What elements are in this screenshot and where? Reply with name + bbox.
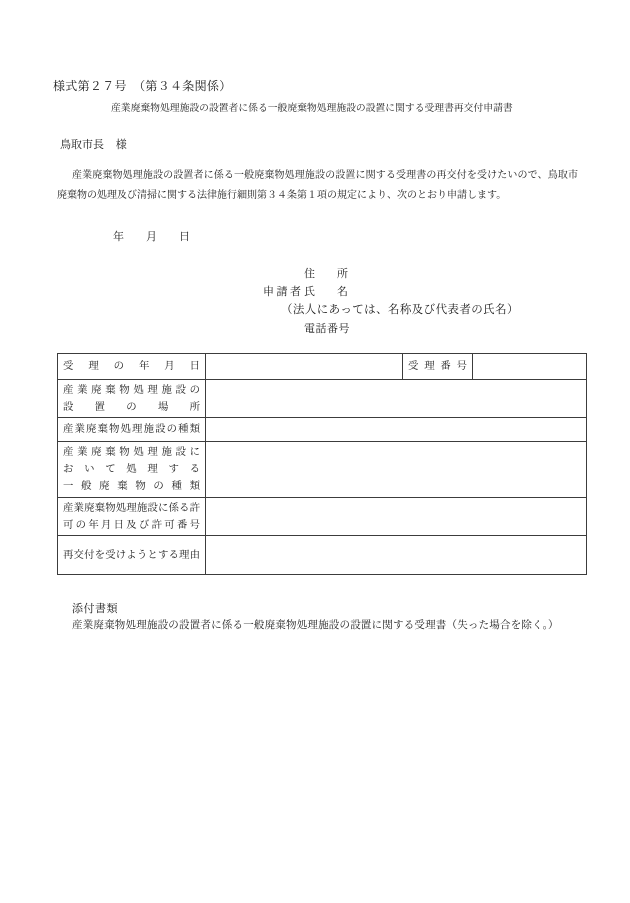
applicant-name-label: 氏 名 xyxy=(304,286,348,298)
general-waste-type-label-line3: 一般廃棄物の種類 xyxy=(63,481,200,492)
table-row-receipt-date xyxy=(58,354,587,380)
table-row-facility-location xyxy=(58,380,587,418)
general-waste-type-label-line1: 産業廃棄物処理施設に xyxy=(63,447,200,458)
reissue-reason-label: 再交付を受けようとする理由 xyxy=(63,549,200,561)
receipt-number-label-cell xyxy=(403,354,473,380)
facility-location-label-cell xyxy=(58,380,206,418)
facility-location-label-line1: 産業廃棄物処理施設の xyxy=(63,384,200,396)
applicant-label: 申請者 xyxy=(263,286,304,298)
application-table xyxy=(57,353,587,575)
receipt-date-label: 受理の年月日 xyxy=(63,361,200,372)
receipt-number-label: 受理番号 xyxy=(408,361,467,372)
permit-info-label-line1: 産業廃棄物処理施設に係る許 xyxy=(63,502,200,514)
facility-type-label-cell xyxy=(58,418,206,442)
table-row-general-waste-type xyxy=(58,442,587,498)
date-line: 年 月 日 xyxy=(113,231,190,243)
permit-info-label-cell xyxy=(58,498,206,536)
receipt-date-value-cell xyxy=(206,354,403,380)
attachments-item: 産業廃棄物処理施設の設置者に係る一般廃棄物処理施設の設置に関する受理書（失った場合を除く。） xyxy=(72,620,559,631)
facility-location-label-line2: 設置の場所 xyxy=(63,401,200,413)
corporation-note: （法人にあっては、名称及び代表者の氏名） xyxy=(281,304,519,316)
phone-number-label: 電話番号 xyxy=(304,323,350,335)
table-row-reissue-reason xyxy=(58,536,587,575)
application-statement: 産業廃棄物処理施設の設置者に係る一般廃棄物処理施設の設置に関する受理書の再交付を受けたいので、鳥取市廃棄物の処理及び清掃に関する法律施行細則第３４条第１項の規定により、次のとおり申請します。 xyxy=(57,170,578,201)
reissue-reason-label-cell xyxy=(58,536,206,575)
permit-info-value-cell xyxy=(206,498,587,536)
addressee-line xyxy=(60,136,127,152)
form-number: 様式第２７号 （第３４条関係） xyxy=(53,79,232,93)
receipt-date-label-cell xyxy=(58,354,206,380)
general-waste-type-label-cell xyxy=(58,442,206,498)
table-row-permit-info xyxy=(58,498,587,536)
facility-type-label: 産業廃棄物処理施設の種類 xyxy=(63,424,200,435)
table-row-facility-type xyxy=(58,418,587,442)
reissue-reason-value-cell xyxy=(206,536,587,575)
facility-location-value-cell xyxy=(206,380,587,418)
applicant-address-label: 住 所 xyxy=(304,268,348,280)
addressee-honorific: 様 xyxy=(115,139,127,151)
general-waste-type-label-line2: おいて処理する xyxy=(63,464,200,475)
attachments-heading: 添付書類 xyxy=(72,603,118,615)
general-waste-type-value-cell xyxy=(206,442,587,498)
addressee-name: 鳥取市長 xyxy=(60,139,104,151)
receipt-number-value-cell xyxy=(473,354,587,380)
permit-info-label-line2: 可の年月日及び許可番号 xyxy=(63,519,200,531)
page-title: 産業廃棄物処理施設の設置者に係る一般廃棄物処理施設の設置に関する受理書再交付申請書 xyxy=(111,103,513,114)
facility-type-value-cell xyxy=(206,418,587,442)
